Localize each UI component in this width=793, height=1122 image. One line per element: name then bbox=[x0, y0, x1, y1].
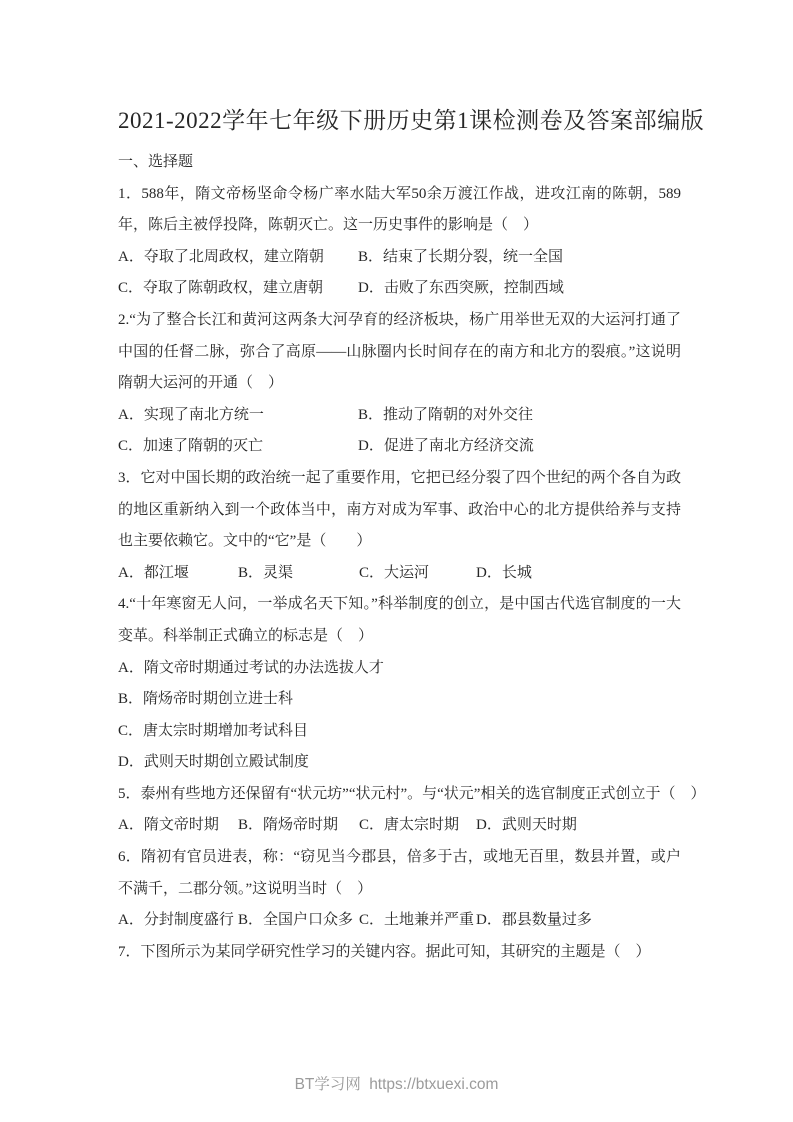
question-2-option-a: A．实现了南北方统一 bbox=[118, 406, 264, 423]
question-1-stem: 1．588年，隋文帝杨坚命令杨广率水陆大军50余万渡江作战，进攻江南的陈朝，589年，陈后主被俘投降，陈朝灭亡。这一历史事件的影响是（ ） bbox=[118, 185, 681, 234]
question-1-option-c: C．夺取了陈朝政权，建立唐朝 bbox=[118, 280, 324, 297]
question-3-option-d: D．长城 bbox=[476, 564, 532, 581]
question-2-option-d: D．促进了南北方经济交流 bbox=[358, 438, 534, 455]
question-2-option-b: B．推动了隋朝的对外交往 bbox=[358, 406, 534, 423]
section-heading: 一、选择题 bbox=[118, 154, 194, 170]
question-5-option-b: B．隋炀帝时期 bbox=[238, 817, 339, 834]
question-7-stem: 7．下图所示为某同学研究性学习的关键内容。据此可知，其研究的主题是（ ） bbox=[118, 943, 651, 960]
question-2-options bbox=[118, 400, 681, 463]
question-6-option-b: B．全国户口众多 bbox=[238, 912, 354, 929]
question-1-option-d: D．击败了东西突厥，控制西域 bbox=[358, 280, 564, 297]
question-1-options bbox=[118, 242, 681, 305]
question-6-stem: 6．隋初有官员进表，称：“窃见当今郡县，倍多于古，或地无百里，数县并置，或户不满千，二郡分领。”这说明当时（ ） bbox=[118, 849, 681, 897]
question-4-option-a: A．隋文帝时期通过考试的办法选拔人才 bbox=[118, 659, 384, 676]
question-3-option-a: A．都江堰 bbox=[118, 564, 189, 581]
question-2-stem: 2.“为了整合长江和黄河这两条大河孕育的经济板块，杨广用举世无双的大运河打通了中国的任督二脉，弥合了高原——山脉圈内长时间存在的南方和北方的裂痕。”这说明隋朝大运河的开通（ ） bbox=[118, 311, 681, 392]
question-5-options bbox=[118, 810, 681, 842]
question-3-option-c: C．大运河 bbox=[359, 564, 430, 581]
question-6-option-d: D．郡县数量过多 bbox=[476, 912, 592, 929]
question-4-options bbox=[118, 653, 681, 779]
question-5-stem: 5．泰州有些地方还保留有“状元坊”“状元村”。与“状元”相关的选官制度正式创立于（ ） bbox=[118, 785, 706, 802]
question-3-options bbox=[118, 558, 681, 590]
footer-site-name: BT学习网 bbox=[294, 1076, 361, 1093]
question-2-option-c: C．加速了隋朝的灭亡 bbox=[118, 438, 264, 455]
question-6-option-a: A．分封制度盛行 bbox=[118, 912, 234, 929]
question-1-option-a: A．夺取了北周政权，建立隋朝 bbox=[118, 248, 324, 265]
question-3-option-b: B．灵渠 bbox=[238, 564, 294, 581]
exam-document bbox=[118, 102, 706, 968]
question-6-options bbox=[118, 905, 681, 937]
question-3-stem: 3．它对中国长期的政治统一起了重要作用，它把已经分裂了四个世纪的两个各自为政的地区重新纳入到一个政体当中，南方对成为军事、政治中心的北方提供给养与支持也主要依赖它。文中的“它”是（ ） bbox=[118, 469, 681, 550]
question-5-option-c: C．唐太宗时期 bbox=[359, 817, 460, 834]
question-4-stem: 4.“十年寒窗无人问，一举成名天下知。”科举制度的创立，是中国古代选官制度的一大变革。科举制正式确立的标志是（ ） bbox=[118, 596, 681, 644]
question-4-option-c: C．唐太宗时期增加考试科目 bbox=[118, 722, 309, 739]
question-6-option-c: C．土地兼并严重 bbox=[359, 912, 475, 929]
page-title: 2021-2022学年七年级下册历史第1课检测卷及答案部编版 bbox=[118, 108, 705, 133]
question-5-option-a: A．隋文帝时期 bbox=[118, 817, 219, 834]
question-4-option-d: D．武则天时期创立殿试制度 bbox=[118, 754, 309, 771]
question-4-option-b: B．隋炀帝时期创立进士科 bbox=[118, 691, 294, 708]
footer-watermark bbox=[0, 1072, 793, 1094]
footer-site-url: https://btxuexi.com bbox=[369, 1076, 499, 1093]
question-5-option-d: D．武则天时期 bbox=[476, 817, 577, 834]
question-1-option-b: B．结束了长期分裂，统一全国 bbox=[358, 248, 564, 265]
